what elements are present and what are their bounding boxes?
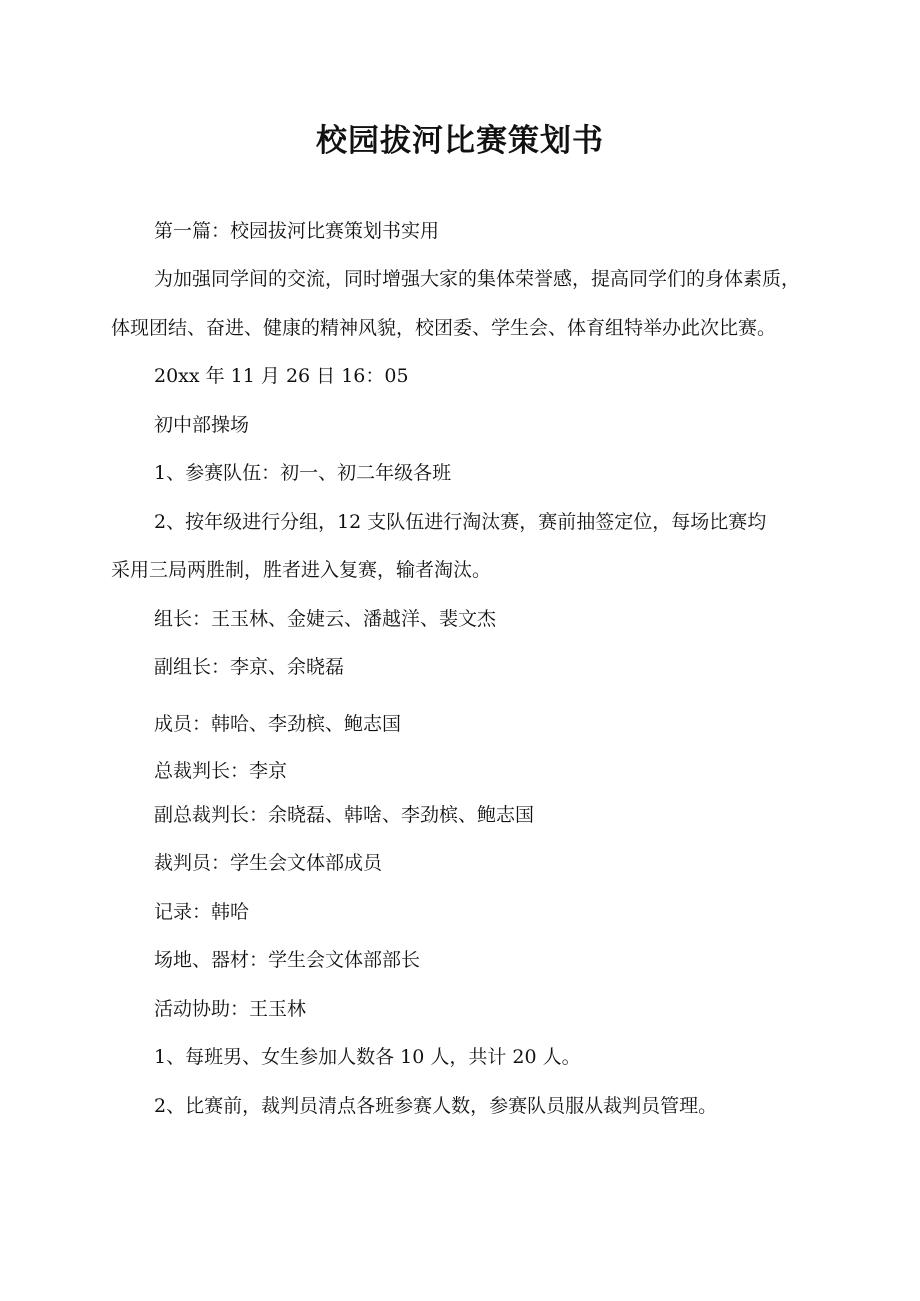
staff-line: 副组长：李京、余晓磊 xyxy=(154,656,345,678)
section-heading: 第一篇：校园拔河比赛策划书实用 xyxy=(154,220,440,242)
paragraph-line: 为加强同学间的交流，同时增强大家的集体荣誉感，提高同学们的身体素质， xyxy=(154,268,801,290)
paragraph-line: 体现团结、奋进、健康的精神风貌，校团委、学生会、体育组特举办此次比赛。 xyxy=(111,317,777,339)
staff-line: 副总裁判长：余晓磊、韩啥、李劲槟、鲍志国 xyxy=(154,804,535,826)
paragraph-line: 采用三局两胜制，胜者进入复赛，输者淘汰。 xyxy=(111,559,492,581)
staff-line: 活动协助：王玉林 xyxy=(154,998,307,1020)
list-item: 1、参赛队伍：初一、初二年级各班 xyxy=(154,462,452,484)
staff-line: 裁判员：学生会文体部成员 xyxy=(154,852,383,874)
document-title: 校园拔河比赛策划书 xyxy=(316,123,604,159)
rule-item: 1、每班男、女生参加人数各 10 人，共计 20 人。 xyxy=(154,1046,581,1068)
list-item: 2、按年级进行分组，12 支队伍进行淘汰赛，赛前抽签定位，每场比赛均 xyxy=(154,511,767,533)
rule-item: 2、比赛前，裁判员清点各班参赛人数，参赛队员服从裁判员管理。 xyxy=(154,1095,718,1117)
event-location: 初中部操场 xyxy=(154,414,250,436)
staff-line: 总裁判长：李京 xyxy=(154,760,288,782)
staff-line: 组长：王玉林、金婕云、潘越洋、裴文杰 xyxy=(154,608,497,630)
staff-line: 成员：韩哈、李劲槟、鲍志国 xyxy=(154,713,402,735)
staff-line: 记录：韩哈 xyxy=(154,901,250,923)
event-datetime: 20xx 年 11 月 26 日 16：05 xyxy=(154,365,409,387)
staff-line: 场地、器材：学生会文体部部长 xyxy=(154,949,421,971)
